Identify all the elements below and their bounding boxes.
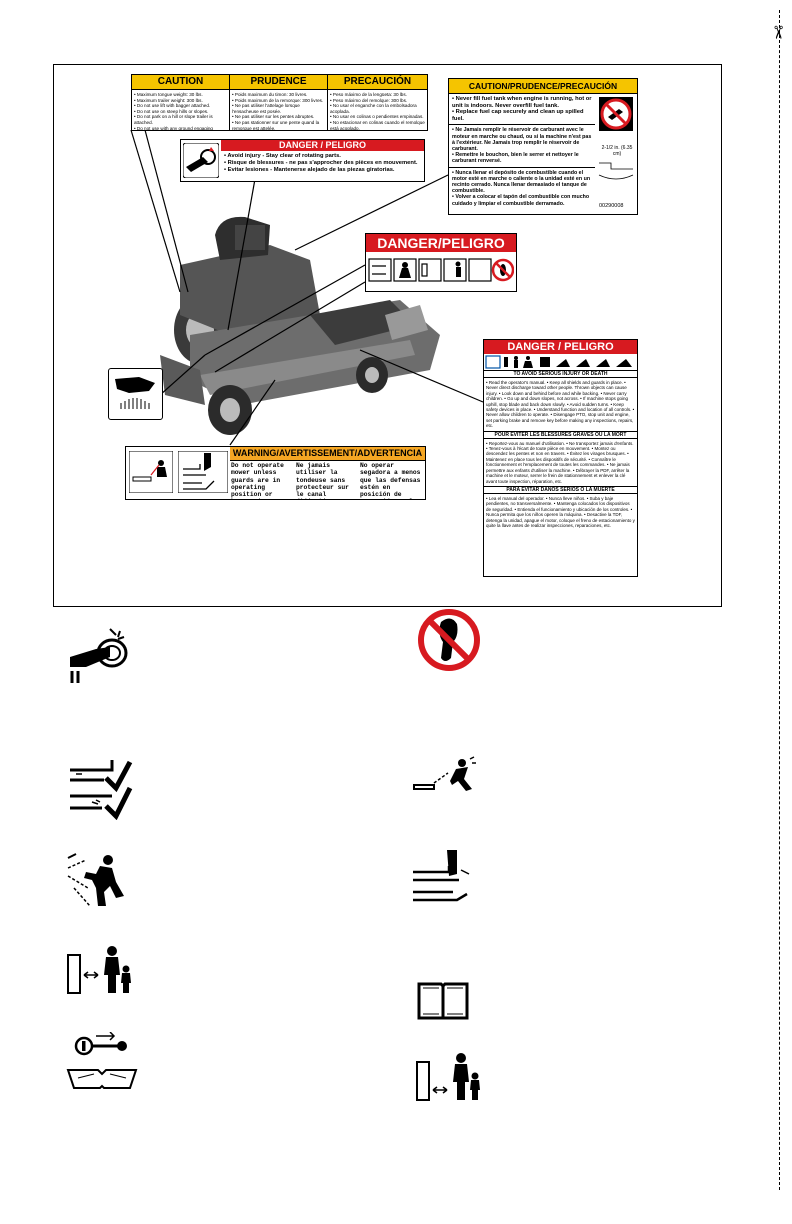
scissors-icon: ✂ xyxy=(767,24,789,41)
fuel-text-fr: • Ne Jamais remplir le réservoir de carburant avec le moteur en marche ou chaud, ou si la machine n'est pas à l'extérieur. Ne Jamais trop remplir le réservoir de carburant. • Remettre le bouchon, bien le serrer et nettoyer le carburant renversé. xyxy=(449,125,595,167)
fill-level-diagram xyxy=(597,159,635,189)
fuel-text-es: • Nunca llenar el depósito de combustible cuando el motor esté en marche o caliente o la unidad esté en un recinto cerrado. Nunca llenar demasiado el tanque de combustible. • Volver a colocar el tapón del combustible con mucho cuidado y limpiar el combustible derramado. xyxy=(452,169,591,207)
thrown-objects-bystander-icon xyxy=(66,848,130,912)
deflector-guard-icon xyxy=(409,848,479,916)
caution-text-es: • Peso máximo de la lengüeta: 30 lbs. • Peso máximo del remolque: 300 lbs. • No usar el enganche con la embolsadora acoplada. • No usar en colinas o pendientes empinadas. • No estacionar en colinas cuando el remolque está acoplado. xyxy=(330,92,425,131)
warning-text-en: Do not operate mower unless guards are in operating position or xyxy=(231,462,284,499)
fuel-caution-label xyxy=(448,78,638,215)
danger-big-pictograms xyxy=(484,354,637,370)
caution-text-fr: • Poids maximum du timon: 30 livres. • Poids maximum de la remorque: 300 livres. • Ne pas utiliser l'attelage lorsque l'ensacheuse est posée. • Ne pas utiliser sur les pentes abruptes. • Ne pas stationner sur une pente quand la remorque est attelée. xyxy=(232,92,324,131)
bystander-distance-icon xyxy=(66,945,136,995)
remove-key-manual-icon xyxy=(66,1032,138,1090)
caution-head-en: CAUTION xyxy=(132,75,229,90)
rotating-parts-hand-icon xyxy=(183,143,219,178)
bystander-distance-icon-2 xyxy=(415,1052,485,1102)
rotating-text-fr: • Risque de blessures - ne pas s'approcher des pièces en mouvement. xyxy=(224,159,418,166)
rotating-text-en: • Avoid injury - Stay clear of rotating parts. xyxy=(224,153,341,159)
danger-big-s3-text: • Lea el manual del operador. • Nunca lleve niños. • Suba y baje pendientes, no transversalmente. • Mantenga colocados los dispositivos de seguridad. • Entienda el funcionamiento y ubicación de los controles. • Nunca permita que los niños operen la máquina. • Desactive la TDF, detenga la unidad, apague el motor, coloque el freno de estacionamiento y quite la llave antes de realizar inspecciones, reparaciones, etc. xyxy=(486,495,635,528)
warning-head: WARNING/AVERTISSEMENT/ADVERTENCIA xyxy=(230,447,425,461)
no-step-icon xyxy=(417,608,481,672)
warning-text-fr: Ne jamais utiliser la tondeuse sans protecteur sur le canal xyxy=(296,462,349,499)
fuel-part-number: 00290008 xyxy=(599,203,624,209)
rotating-parts-hand-icon xyxy=(66,627,132,683)
caution-head-es: PRECAUCIÓN xyxy=(328,75,427,90)
blade-hand-icon xyxy=(109,369,162,419)
no-fuel-while-running-icon xyxy=(599,97,633,131)
blade-hand-label xyxy=(108,368,163,420)
caution-hitch-label xyxy=(131,74,428,131)
danger-big-s1: TO AVOID SERIOUS INJURY OR DEATH xyxy=(484,370,637,378)
warning-text-es: No operar segadora a menos que las defensas estén en posición de xyxy=(360,462,421,499)
read-manual-icon xyxy=(415,980,471,1022)
warning-discharge-label xyxy=(125,446,426,500)
thrown-objects-icon xyxy=(412,755,478,799)
rotating-head: DANGER / PELIGRO xyxy=(221,140,424,151)
rotating-parts-label xyxy=(180,139,425,182)
fuel-text-en: • Never fill fuel tank when engine is running, hot or unit is indoors. Never overfill fuel tank. • Replace fuel cap securely and clean up spilled fuel. xyxy=(449,94,595,125)
thrown-objects-discharge-icon xyxy=(129,451,173,493)
danger-big-s1-text: • Read the operator's manual. • Keep all shields and guards in place. • Never direct discharge toward other people. Thrown objects can cause injury. • Look down and behind before and while backing. • Never carry children. • Go up and down slopes, not across. • If machine stops going uphill, stop blade and back down slowly. • Avoid sudden turns. • Keep safety devices in place. • Understand function and location of all controls. • Never allow children to operate. • Disengage PTO, stop unit and engine, set parking brake and remove key before making any inspections, repairs, etc. xyxy=(486,380,635,429)
danger-pictogram-label xyxy=(365,233,517,292)
caution-text-en: • Maximum tongue weight: 30 lbs. • Maximum trailer weight: 300 lbs. • Do not use lift with bagger attached. • Do not use on steep hills or slopes. • Do not park on a hill or slope trailer is attached. • Do not use with any ground engaging xyxy=(134,92,213,131)
danger-big-s3: PARA EVITAR DAÑOS SERIOS O LA MUERTE xyxy=(484,486,637,494)
danger-picto-head: DANGER/PELIGRO xyxy=(366,234,516,252)
rotating-text-es: • Evitar lesiones - Mantenerse alejado de las piezas giratorias. xyxy=(224,166,395,173)
danger-safety-rules-label xyxy=(483,339,638,577)
keep-guards-icon xyxy=(66,758,134,820)
danger-big-head: DANGER / PELIGRO xyxy=(484,340,637,354)
deflector-guard-icon xyxy=(178,451,228,493)
fuel-head: CAUTION/PRUDENCE/PRECAUCIÓN xyxy=(449,79,637,94)
danger-pictograms xyxy=(368,256,514,286)
danger-big-s2-text: • Reportez-vous au manuel d'utilisation. • Ne transportez jamais d'enfants. • Tenez-vous à l'écart de toute pièce en mouvement. • Montez ou descendez les pentes et non en travers. • Évitez les virages brusques. • Maintenez en place tous les dispositifs de sécurité. • Connaître le fonctionnement et l'emplacement de toutes les commandes. • Ne jamais permettre aux enfants d'utiliser la machine. • Débrayer la PDF, arrêter la machine et le moteur, serrer le frein de stationnement et enlever la clé avant toute inspection, réparation, etc. xyxy=(486,440,634,484)
fuel-measure: 2-1/2 in. (6.35 cm) xyxy=(601,145,633,157)
caution-head-fr: PRUDENCE xyxy=(230,75,327,90)
danger-big-s2: POUR ÉVITER LES BLESSURES GRAVES OU LA MORT xyxy=(484,431,637,439)
